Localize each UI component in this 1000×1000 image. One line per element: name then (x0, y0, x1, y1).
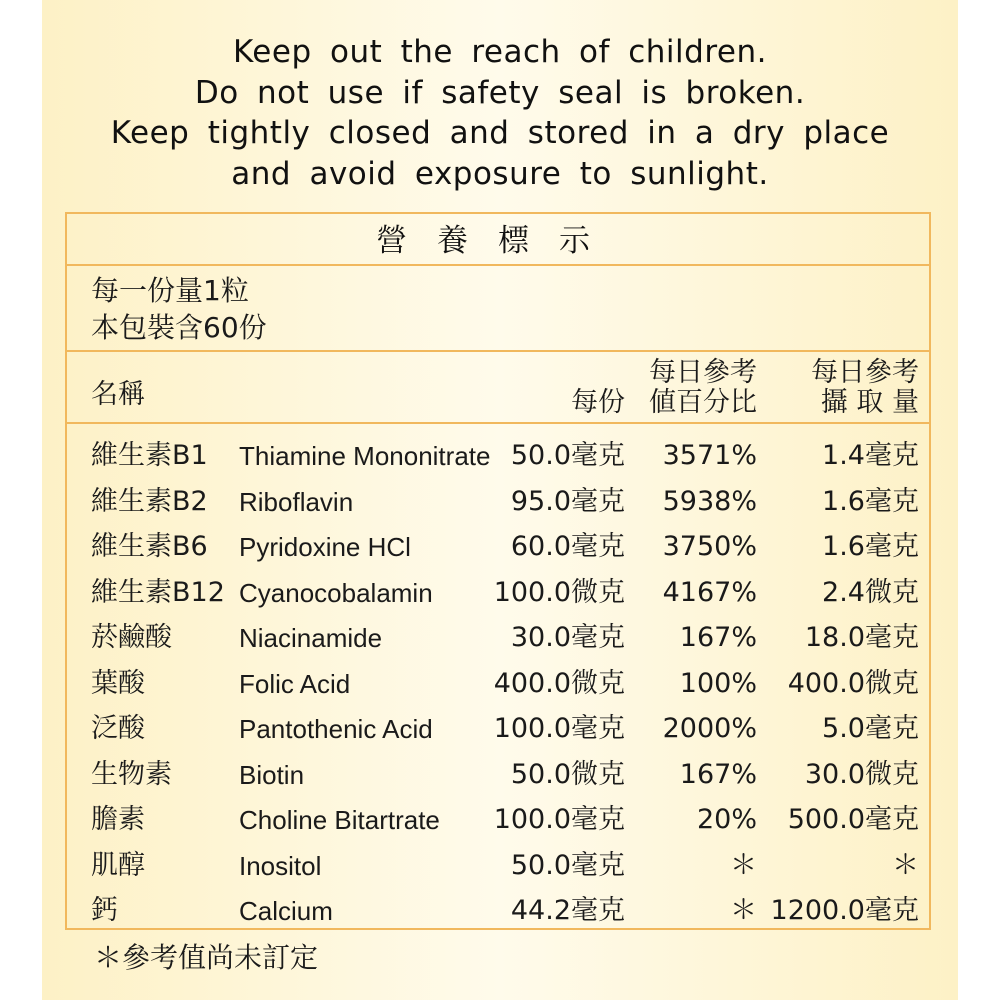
amount-per-serving: 44.2毫克 (510, 895, 625, 926)
daily-value-pct: 2000% (662, 713, 757, 744)
header-name: 名稱 (91, 379, 145, 410)
nutrient-name-zh: 膽素 (91, 804, 145, 835)
header-daily-value-pct: 每日參考 値百分比 (649, 357, 757, 418)
daily-value-pct: 167% (679, 622, 757, 653)
amount-per-serving: 50.0毫克 (510, 440, 625, 471)
table-row (67, 436, 929, 482)
table-row (67, 482, 929, 528)
nutrient-name-en: Pantothenic Acid (239, 714, 433, 744)
nutrient-name-zh: 維生素B1 (91, 440, 208, 471)
table-row (67, 664, 929, 710)
warning-line: Keep out the reach of children. (233, 34, 767, 70)
daily-reference-intake: 1.6毫克 (822, 531, 919, 562)
serving-size: 每一份量1粒 (91, 274, 249, 307)
nutrient-name-en: Niacinamide (239, 623, 383, 653)
table-row (67, 527, 929, 573)
daily-reference-intake: 30.0微克 (804, 758, 919, 790)
table-row (67, 800, 929, 846)
nutrient-name-en: Choline Bitartrate (239, 805, 440, 835)
nutrient-name-zh: 菸鹼酸 (91, 622, 172, 653)
table-row (67, 709, 929, 755)
nutrient-name-zh: 鈣 (91, 895, 118, 926)
amount-per-serving: 50.0毫克 (510, 849, 625, 881)
amount-per-serving: 50.0微克 (510, 758, 625, 790)
amount-per-serving: 60.0毫克 (510, 531, 625, 562)
nutrient-name-zh: 維生素B6 (91, 531, 208, 562)
warning-line: and avoid exposure to sunlight. (231, 155, 769, 192)
nutrient-name-zh: 肌醇 (91, 849, 145, 881)
nutrient-name-zh: 生物素 (91, 758, 172, 790)
daily-reference-intake: 1.6毫克 (822, 485, 919, 517)
warning-line: Do not use if safety seal is broken. (194, 74, 806, 111)
nutrient-name-zh: 泛酸 (91, 713, 145, 744)
daily-reference-intake: 1.4毫克 (822, 440, 919, 471)
table-row (67, 618, 929, 664)
divider (67, 350, 929, 352)
header-per-serving: 每份 (571, 387, 625, 418)
header-daily-reference-intake: 每日參考 攝 取 量 (811, 357, 919, 418)
amount-per-serving: 100.0微克 (493, 576, 625, 608)
warning-text (42, 32, 958, 194)
amount-per-serving: 100.0毫克 (493, 713, 625, 744)
serving-info (91, 272, 267, 346)
daily-value-pct: 4167% (662, 576, 757, 608)
daily-value-pct: 167% (679, 758, 757, 790)
table-row (67, 891, 929, 937)
nutrient-name-en: Pyridoxine HCl (239, 532, 411, 562)
nutrient-name-en: Biotin (239, 759, 305, 790)
nutrient-name-en: Calcium (239, 896, 333, 926)
amount-per-serving: 100.0毫克 (493, 804, 625, 835)
daily-value-pct: 3750% (662, 531, 757, 562)
nutrition-table (65, 212, 931, 930)
amount-per-serving: 95.0毫克 (510, 485, 625, 517)
daily-reference-intake: 18.0毫克 (804, 622, 919, 653)
nutrient-name-zh: 葉酸 (91, 667, 145, 699)
warning-line: Keep tightly closed and stored in a dry place (110, 115, 890, 151)
daily-value-pct: ＊ (730, 849, 757, 881)
nutrient-name-en: Riboflavin (239, 486, 354, 517)
table-row (67, 573, 929, 619)
table-row (67, 846, 929, 892)
daily-value-pct: 20% (696, 804, 757, 835)
daily-value-pct: 3571% (662, 440, 757, 471)
nutrient-name-en: Cyanocobalamin (239, 577, 433, 608)
table-row (67, 755, 929, 801)
daily-value-pct: 5938% (662, 485, 757, 517)
nutrient-name-en: Folic Acid (239, 668, 351, 699)
daily-reference-intake: ＊ (892, 849, 919, 881)
nutrient-name-en: Inositol (239, 850, 322, 881)
daily-reference-intake: 500.0毫克 (787, 804, 919, 835)
nutrient-name-zh: 維生素B12 (91, 576, 225, 608)
footnote: ＊參考值尚未訂定 (94, 941, 319, 974)
daily-reference-intake: 2.4微克 (822, 576, 919, 608)
amount-per-serving: 30.0毫克 (510, 622, 625, 653)
daily-value-pct: ＊ (730, 895, 757, 926)
nutrient-name-en: Thiamine Mononitrate (239, 441, 491, 471)
daily-reference-intake: 1200.0毫克 (770, 895, 919, 926)
nutrient-name-zh: 維生素B2 (91, 485, 208, 517)
servings-per-package: 本包裝含60份 (91, 311, 267, 344)
divider (67, 264, 929, 266)
divider (67, 422, 929, 424)
daily-reference-intake: 5.0毫克 (822, 713, 919, 744)
table-title: 營養標示 (376, 223, 620, 259)
daily-reference-intake: 400.0微克 (787, 667, 919, 699)
amount-per-serving: 400.0微克 (493, 667, 625, 699)
daily-value-pct: 100% (679, 667, 757, 699)
